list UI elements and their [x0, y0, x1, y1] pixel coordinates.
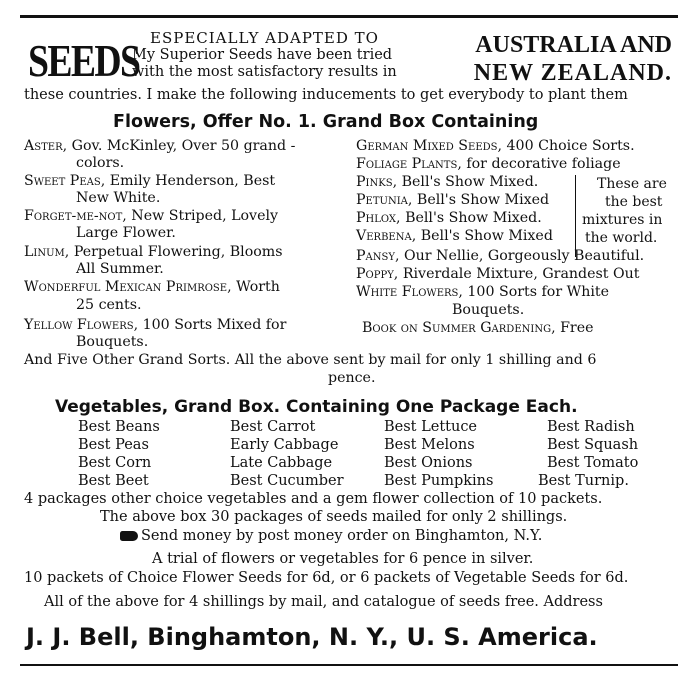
flower-item-cont: All Summer. — [76, 261, 164, 277]
intro-line-2: My Superior Seeds have been tried — [132, 47, 393, 63]
flower-item-white-flowers: White Flowers, 100 Sorts for White — [356, 284, 609, 300]
pointing-hand-icon — [120, 531, 138, 541]
flower-item-pansy: Pansy, Our Nellie, Gorgeously Beautiful. — [356, 248, 645, 264]
mixtures-note-line: These are — [597, 176, 667, 192]
vegetable-item: Best Lettuce — [384, 419, 478, 435]
money-order-line: Send money by post money order on Binghamton, N.Y. — [120, 528, 542, 544]
extra-packages-line: 4 packages other choice vegetables and a gem flower collection of 10 packets. — [24, 491, 603, 507]
address-line: J. J. Bell, Binghamton, N. Y., U. S. America. — [26, 623, 598, 651]
trial-line: A trial of flowers or vegetables for 6 pence in silver. — [152, 551, 534, 567]
flower-item-pinks: Pinks, Bell's Show Mixed. — [356, 174, 539, 190]
other-sorts-line-2: pence. — [328, 370, 376, 386]
flower-item-poppy: Poppy, Riverdale Mixture, Grandest Out — [356, 266, 640, 282]
flower-item-sweet-peas: Sweet Peas, Emily Henderson, Best — [24, 173, 276, 189]
vegetable-item: Best Peas — [78, 437, 149, 453]
flower-item-verbena: Verbena, Bell's Show Mixed — [356, 228, 553, 244]
box-price-line: The above box 30 packages of seeds mailed for only 2 shillings. — [100, 509, 568, 525]
catalogue-line: All of the above for 4 shillings by mail, and catalogue of seeds free. Address — [44, 594, 603, 610]
vegetable-item: Best Tomato — [547, 455, 639, 471]
vegetable-item: Best Radish — [547, 419, 635, 435]
flower-item-german-mixed: German Mixed Seeds, 400 Choice Sorts. — [356, 138, 635, 154]
flower-item-foliage: Foliage Plants, for decorative foliage — [356, 156, 621, 172]
mixtures-note-line: the best — [605, 194, 663, 210]
vegetable-item: Best Squash — [547, 437, 639, 453]
flower-item-aster: Aster, Gov. McKinley, Over 50 grand - — [24, 138, 296, 154]
mixtures-divider — [575, 175, 576, 257]
packets-line: 10 packets of Choice Flower Seeds for 6d, or 6 packets of Vegetable Seeds for 6d. — [24, 570, 629, 586]
flower-item-cont: Bouquets. — [452, 302, 525, 318]
flower-item-cont: colors. — [76, 155, 125, 171]
flower-item-cont: New White. — [76, 190, 161, 206]
flower-item-petunia: Petunia, Bell's Show Mixed — [356, 192, 550, 208]
vegetable-item: Best Turnip. — [538, 473, 629, 489]
flower-item-book: Book on Summer Gardening, Free — [362, 320, 594, 336]
advertisement-frame — [20, 15, 678, 666]
vegetable-item: Best Cucumber — [230, 473, 344, 489]
flower-item-cont: Bouquets. — [76, 334, 149, 350]
flower-item-phlox: Phlox, Bell's Show Mixed. — [356, 210, 542, 226]
flower-item-cont: Large Flower. — [76, 225, 176, 241]
seeds-title: SEEDS — [28, 35, 140, 86]
australia-heading: AUSTRALIA AND — [475, 32, 672, 58]
intro-line-3: with the most satisfactory results in — [132, 64, 397, 80]
vegetable-item: Early Cabbage — [230, 437, 339, 453]
mixtures-note-line: mixtures in — [582, 212, 663, 228]
vegetable-item: Best Beans — [78, 419, 160, 435]
vegetable-item: Best Pumpkins — [384, 473, 494, 489]
vegetable-item: Best Corn — [78, 455, 152, 471]
new-zealand-heading: NEW ZEALAND. — [473, 60, 672, 86]
flowers-heading: Flowers, Offer No. 1. Grand Box Containing — [113, 112, 539, 132]
vegetable-item: Late Cabbage — [230, 455, 333, 471]
intro-line-4: these countries. I make the following inducements to get everybody to plant them — [24, 87, 628, 103]
flower-item-yellow-flowers: Yellow Flowers, 100 Sorts Mixed for — [24, 317, 287, 333]
vegetables-heading: Vegetables, Grand Box. Containing One Package Each. — [55, 397, 578, 417]
other-sorts-line: And Five Other Grand Sorts. All the above sent by mail for only 1 shilling and 6 — [24, 352, 597, 368]
flower-item-primrose: Wonderful Mexican Primrose, Worth — [24, 279, 280, 295]
flower-item-linum: Linum, Perpetual Flowering, Blooms — [24, 244, 283, 260]
mixtures-note-line: the world. — [585, 230, 658, 246]
adapted-line: ESPECIALLY ADAPTED TO — [150, 29, 379, 47]
flower-item-forget-me-not: Forget-me-not, New Striped, Lovely — [24, 208, 279, 224]
vegetable-item: Best Onions — [384, 455, 473, 471]
flower-item-cont: 25 cents. — [76, 297, 142, 313]
vegetable-item: Best Melons — [384, 437, 475, 453]
vegetable-item: Best Beet — [78, 473, 149, 489]
vegetable-item: Best Carrot — [230, 419, 316, 435]
